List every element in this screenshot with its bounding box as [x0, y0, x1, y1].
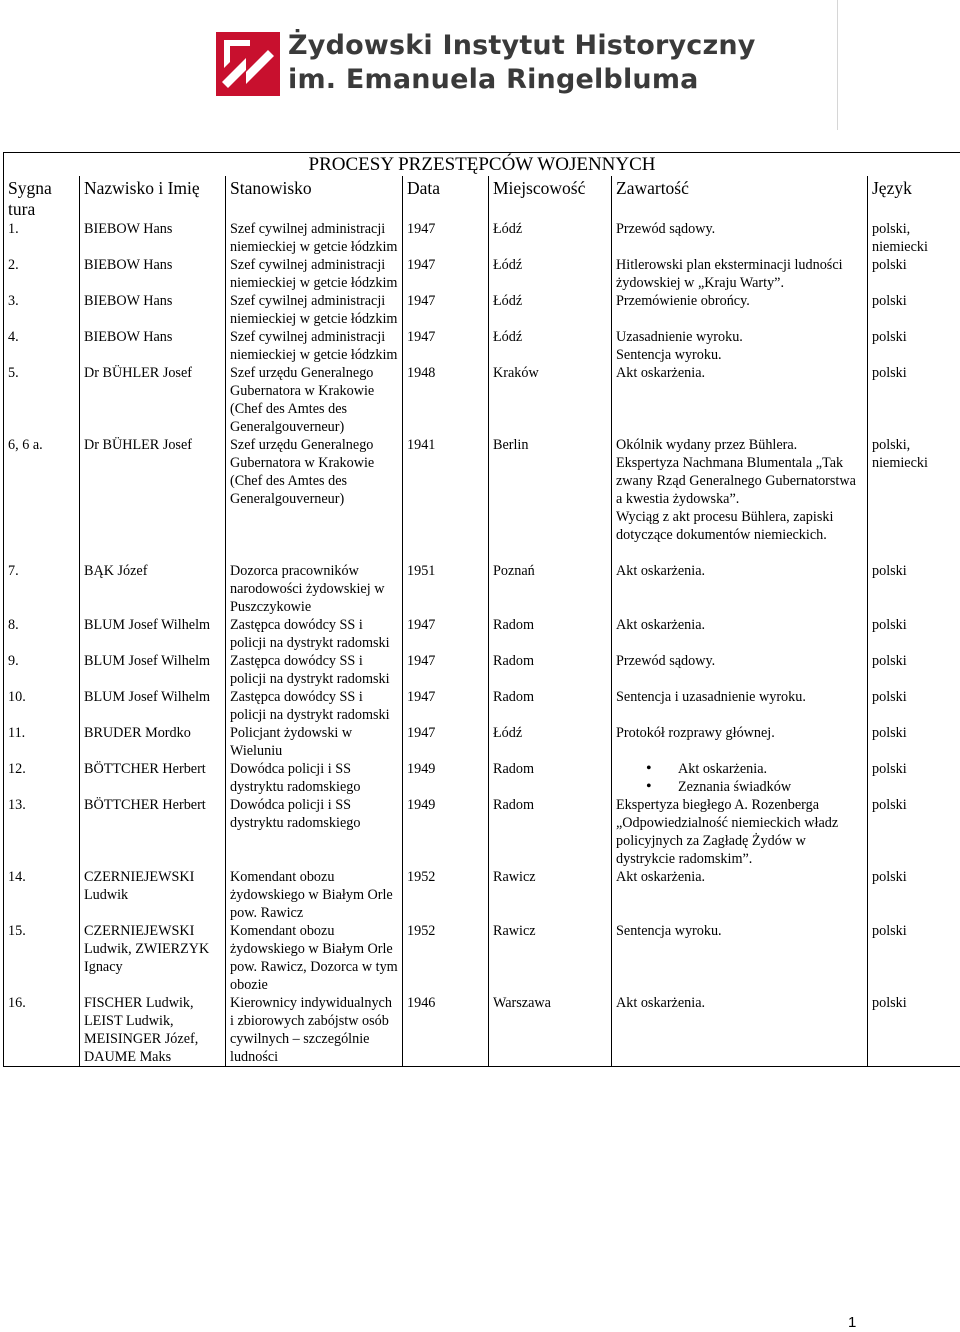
cell-language: polski: [868, 328, 960, 364]
cell-position: Szef cywilnej administracji niemieckiej w getcie łódzkim: [226, 220, 403, 256]
cell-date: 1947: [403, 328, 489, 364]
cell-signature: 5.: [4, 364, 80, 436]
cell-name: CZERNIEJEWSKI Ludwik, ZWIERZYK Ignacy: [80, 922, 226, 994]
cell-date: 1947: [403, 688, 489, 724]
content-line: Okólnik wydany przez Bühlera.: [616, 437, 798, 453]
table-row: [4, 292, 960, 328]
column-header-name: Nazwisko i Imię: [80, 176, 226, 220]
cell-position: Zastępca dowódcy SS i policji na dystrykt radomski: [226, 688, 403, 724]
cell-signature: 11.: [4, 724, 80, 760]
cell-position: Dozorca pracowników narodowości żydowskiej w Puszczykowie: [226, 562, 403, 616]
cell-language: polski: [868, 994, 960, 1067]
cell-name: BLUM Josef Wilhelm: [80, 688, 226, 724]
cell-language: polski: [868, 652, 960, 688]
cell-date: 1952: [403, 922, 489, 994]
content-line: Uzasadnienie wyroku.: [616, 329, 743, 345]
table-header-row: [4, 176, 960, 220]
column-header-position: Stanowisko: [226, 176, 403, 220]
cell-name: BLUM Josef Wilhelm: [80, 652, 226, 688]
cell-signature: 1.: [4, 220, 80, 256]
content-bullet-list: [616, 760, 863, 796]
column-header-signature: Sygna tura: [4, 176, 80, 220]
cell-signature: 12.: [4, 760, 80, 796]
cell-name: Dr BÜHLER Josef: [80, 364, 226, 436]
cell-language: polski: [868, 256, 960, 292]
cell-language: polski: [868, 688, 960, 724]
cell-content: Sentencja wyroku.: [612, 922, 868, 994]
table-row: [4, 724, 960, 760]
spacer-cell: [226, 544, 403, 562]
cell-position: Szef urzędu Generalnego Gubernatora w Krakowie (Chef des Amtes des Generalgouverneur): [226, 436, 403, 544]
cell-language: polski: [868, 616, 960, 652]
cell-position: Komendant obozu żydowskiego w Białym Orle pow. Rawicz, Dozorca w tym obozie: [226, 922, 403, 994]
cell-date: 1947: [403, 256, 489, 292]
spacer-cell: [612, 544, 868, 562]
cell-date: 1947: [403, 292, 489, 328]
table-row: [4, 256, 960, 292]
table-row: [4, 220, 960, 256]
cell-content: Akt oskarżenia.: [612, 868, 868, 922]
cell-date: 1948: [403, 364, 489, 436]
cell-place: Radom: [489, 688, 612, 724]
cell-place: Łódź: [489, 220, 612, 256]
cell-place: Poznań: [489, 562, 612, 616]
cell-content: Akt oskarżenia.: [612, 364, 868, 436]
cell-content: Protokół rozprawy głównej.: [612, 724, 868, 760]
content-line: Ekspertyza Nachmana Blumentala „Tak zwany Rząd Generalnego Gubernatorstwa a kwestia żydowska”.: [616, 455, 856, 507]
cell-position: Kierownicy indywidualnych i zbiorowych zabójstw osób cywilnych – szczególnie ludności: [226, 994, 403, 1067]
cell-signature: 14.: [4, 868, 80, 922]
cell-content: Hitlerowski plan eksterminacji ludności żydowskiej w „Kraju Warty”.: [612, 256, 868, 292]
cell-signature: 16.: [4, 994, 80, 1067]
logo-title-line1: Żydowski Instytut Historyczny: [288, 30, 756, 61]
table-row: [4, 616, 960, 652]
cell-signature: 2.: [4, 256, 80, 292]
table-row: [4, 436, 960, 544]
cell-name: BIEBOW Hans: [80, 292, 226, 328]
spacer-cell: [4, 544, 80, 562]
cell-place: Radom: [489, 616, 612, 652]
table-row: [4, 922, 960, 994]
cell-date: 1941: [403, 436, 489, 544]
cell-content: [612, 328, 868, 364]
spacer-row: [4, 544, 960, 562]
cell-place: Łódź: [489, 724, 612, 760]
cell-name: BÖTTCHER Herbert: [80, 796, 226, 868]
cell-name: BIEBOW Hans: [80, 220, 226, 256]
cell-position: Zastępca dowódcy SS i policji na dystrykt radomski: [226, 652, 403, 688]
table-row: [4, 688, 960, 724]
content-line: Wyciąg z akt procesu Bühlera, zapiski dotyczące dokumentów niemieckich.: [616, 509, 834, 543]
cell-place: Radom: [489, 796, 612, 868]
cell-place: Łódź: [489, 256, 612, 292]
cell-date: 1947: [403, 616, 489, 652]
cell-language: polski: [868, 868, 960, 922]
cell-position: Zastępca dowódcy SS i policji na dystrykt radomski: [226, 616, 403, 652]
table-row: [4, 328, 960, 364]
cell-date: 1952: [403, 868, 489, 922]
column-header-content: Zawartość: [612, 176, 868, 220]
cell-date: 1947: [403, 724, 489, 760]
cell-place: Łódź: [489, 292, 612, 328]
cell-language: polski, niemiecki: [868, 436, 960, 544]
column-header-date: Data: [403, 176, 489, 220]
cell-name: CZERNIEJEWSKI Ludwik: [80, 868, 226, 922]
cell-position: Szef urzędu Generalnego Gubernatora w Krakowie (Chef des Amtes des Generalgouverneur): [226, 364, 403, 436]
cell-language: polski: [868, 922, 960, 994]
cell-signature: 15.: [4, 922, 80, 994]
institute-logo: [216, 28, 756, 104]
cell-language: polski, niemiecki: [868, 220, 960, 256]
cell-position: Szef cywilnej administracji niemieckiej w getcie łódzkim: [226, 328, 403, 364]
spacer-cell: [403, 544, 489, 562]
cell-signature: 6, 6 a.: [4, 436, 80, 544]
cell-place: Berlin: [489, 436, 612, 544]
cell-content: Akt oskarżenia.: [612, 616, 868, 652]
cell-place: Radom: [489, 760, 612, 796]
cell-position: Dowódca policji i SS dystryktu radomskiego: [226, 796, 403, 868]
cell-language: polski: [868, 724, 960, 760]
cell-signature: 13.: [4, 796, 80, 868]
page-number: 1: [848, 1314, 857, 1331]
cell-place: Warszawa: [489, 994, 612, 1067]
cell-date: 1951: [403, 562, 489, 616]
cell-date: 1949: [403, 760, 489, 796]
cell-place: Radom: [489, 652, 612, 688]
table-row: [4, 796, 960, 868]
cell-signature: 4.: [4, 328, 80, 364]
content-line: Sentencja wyroku.: [616, 347, 722, 363]
spacer-cell: [489, 544, 612, 562]
logo-title-line2: im. Emanuela Ringelbluma: [288, 64, 699, 95]
cell-date: 1946: [403, 994, 489, 1067]
table-row: [4, 364, 960, 436]
cell-position: Szef cywilnej administracji niemieckiej w getcie łódzkim: [226, 256, 403, 292]
cell-place: Rawicz: [489, 868, 612, 922]
cell-position: Dowódca policji i SS dystryktu radomskiego: [226, 760, 403, 796]
cell-content: Przewód sądowy.: [612, 652, 868, 688]
cell-position: Komendant obozu żydowskiego w Białym Orle pow. Rawicz: [226, 868, 403, 922]
cell-date: 1947: [403, 220, 489, 256]
cell-name: BĄK Józef: [80, 562, 226, 616]
trials-table: [3, 152, 960, 1067]
spacer-cell: [80, 544, 226, 562]
cell-position: Szef cywilnej administracji niemieckiej w getcie łódzkim: [226, 292, 403, 328]
cell-signature: 3.: [4, 292, 80, 328]
cell-content: Akt oskarżenia.: [612, 994, 868, 1067]
table-row: [4, 994, 960, 1067]
cell-date: 1949: [403, 796, 489, 868]
cell-language: polski: [868, 796, 960, 868]
cell-signature: 8.: [4, 616, 80, 652]
list-item: • Akt oskarżenia.: [616, 760, 863, 778]
cell-signature: 10.: [4, 688, 80, 724]
cell-place: Kraków: [489, 364, 612, 436]
spacer-cell: [868, 544, 960, 562]
cell-content: Ekspertyza biegłego A. Rozenberga „Odpowiedzialność niemieckich władz policyjnych za Zagładę Żydów w dystrykcie radomskim”.: [612, 796, 868, 868]
cell-content: Sentencja i uzasadnienie wyroku.: [612, 688, 868, 724]
list-item: • Zeznania świadków: [616, 778, 863, 796]
cell-name: BLUM Josef Wilhelm: [80, 616, 226, 652]
cell-place: Rawicz: [489, 922, 612, 994]
table-row: [4, 652, 960, 688]
cell-signature: 9.: [4, 652, 80, 688]
cell-language: polski: [868, 760, 960, 796]
cell-name: FISCHER Ludwik, LEIST Ludwik, MEISINGER Józef, DAUME Maks: [80, 994, 226, 1067]
cell-content: Akt oskarżenia.: [612, 562, 868, 616]
table-row: [4, 760, 960, 796]
cell-content: [612, 436, 868, 544]
column-header-language: Język: [868, 176, 960, 220]
column-header-place: Miejscowość: [489, 176, 612, 220]
cell-date: 1947: [403, 652, 489, 688]
cell-content: Przemówienie obrońcy.: [612, 292, 868, 328]
cell-name: Dr BÜHLER Josef: [80, 436, 226, 544]
header-divider: [837, 0, 838, 130]
table-row: [4, 562, 960, 616]
jhi-emblem-icon: [216, 32, 280, 96]
cell-language: polski: [868, 364, 960, 436]
cell-name: BÖTTCHER Herbert: [80, 760, 226, 796]
cell-language: polski: [868, 292, 960, 328]
table-row: [4, 868, 960, 922]
cell-content: Przewód sądowy.: [612, 220, 868, 256]
cell-signature: 7.: [4, 562, 80, 616]
cell-name: BIEBOW Hans: [80, 256, 226, 292]
cell-name: BIEBOW Hans: [80, 328, 226, 364]
cell-place: Łódź: [489, 328, 612, 364]
cell-position: Policjant żydowski w Wieluniu: [226, 724, 403, 760]
table-title: PROCESY PRZESTĘPCÓW WOJENNYCH: [4, 153, 960, 177]
cell-content: [612, 760, 868, 796]
cell-language: polski: [868, 562, 960, 616]
cell-name: BRUDER Mordko: [80, 724, 226, 760]
